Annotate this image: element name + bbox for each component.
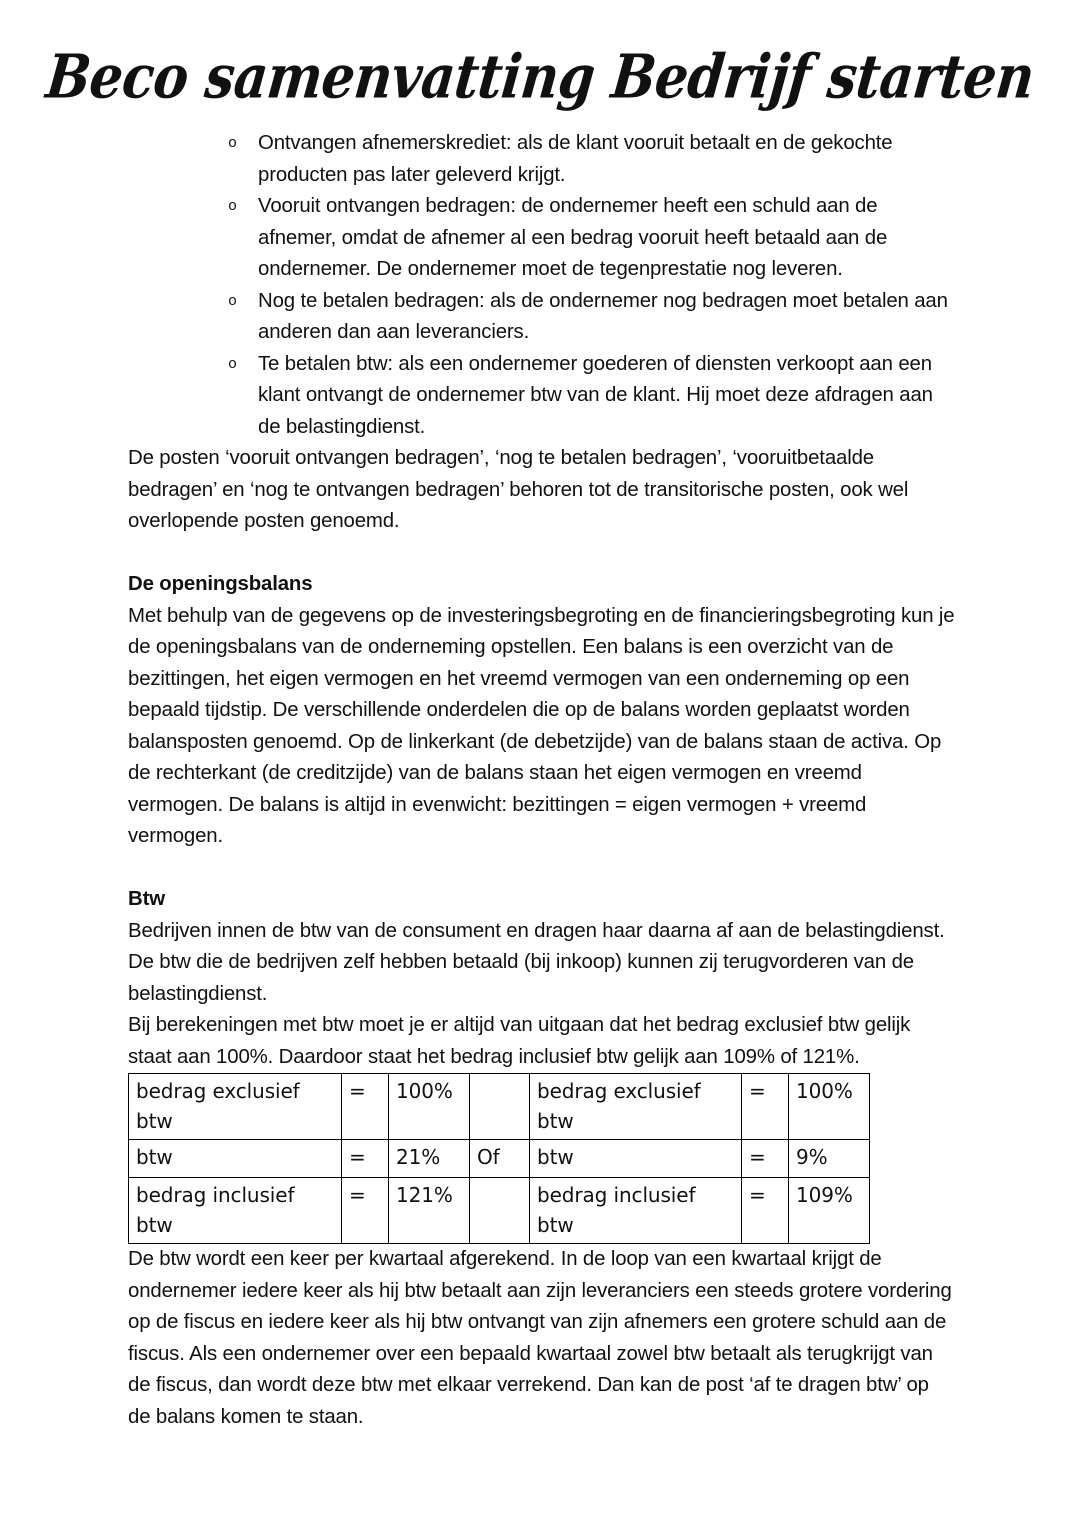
cell-value-left: 121% xyxy=(389,1178,470,1244)
list-item-text: Te betalen btw: als een ondernemer goederen of diensten verkoopt aan een klant ontvangt de ondernemer btw van de klant. Hij moet deze afdragen aan de belastingdienst. xyxy=(258,352,933,438)
cell-label-left: bedrag exclusief btw xyxy=(129,1074,342,1140)
cell-equals-right: = xyxy=(742,1140,789,1178)
page-title: Beco samenvatting Bedrijf starten xyxy=(42,42,1038,113)
table-row xyxy=(129,1140,870,1178)
cell-equals-left: = xyxy=(342,1178,389,1244)
cell-label-left: bedrag inclusief btw xyxy=(129,1178,342,1244)
heading-btw: Btw xyxy=(128,888,165,910)
bullet-marker-icon: o xyxy=(228,292,237,310)
table-row xyxy=(129,1178,870,1244)
paragraph-btw-berekeningen: Bij berekeningen met btw moet je er altijd van uitgaan dat het bedrag exclusief btw gelijk staat aan 100%. Daardoor staat het bedrag inclusief btw gelijk aan 109% of 121%. xyxy=(128,1014,911,1068)
cell-label-right: bedrag exclusief btw xyxy=(530,1074,742,1140)
paragraph-btw-intro: Bedrijven innen de btw van de consument en dragen haar daarna af aan de belastingdienst. De btw die de bedrijven zelf hebben betaald (bij inkoop) kunnen zij terugvorderen van de belastingdienst. xyxy=(128,919,945,1005)
list-item-text: Ontvangen afnemerskrediet: als de klant vooruit betaalt en de gekochte producten pas later geleverd krijgt. xyxy=(258,132,893,186)
cell-value-right: 100% xyxy=(789,1074,870,1140)
cell-equals-left: = xyxy=(342,1074,389,1140)
cell-equals-right: = xyxy=(742,1178,789,1244)
liabilities-bullet-list xyxy=(128,128,956,443)
list-item xyxy=(128,191,956,286)
list-item-text: Nog te betalen bedragen: als de ondernemer nog bedragen moet betalen aan anderen dan aan leveranciers. xyxy=(258,289,948,343)
btw-percentage-table-wrapper xyxy=(128,1073,853,1244)
table-row xyxy=(129,1074,870,1140)
cell-label-right: bedrag inclusief btw xyxy=(530,1178,742,1244)
bullet-marker-icon: o xyxy=(228,135,237,152)
list-item xyxy=(128,128,956,191)
cell-value-right: 109% xyxy=(789,1178,870,1244)
btw-percentage-table xyxy=(128,1073,870,1244)
bullet-marker-icon: o xyxy=(228,355,237,373)
list-item xyxy=(128,349,956,444)
document-body xyxy=(128,128,956,1433)
cell-connector xyxy=(470,1074,530,1140)
cell-equals-left: = xyxy=(342,1140,389,1178)
heading-openingsbalans: De openingsbalans xyxy=(128,573,313,595)
cell-connector xyxy=(470,1178,530,1244)
cell-value-right: 9% xyxy=(789,1140,870,1178)
paragraph-openingsbalans: Met behulp van de gegevens op de investeringsbegroting en de financieringsbegroting kun je de openingsbalans van de onderneming opstellen. Een balans is een overzicht van de bezittingen, het eigen vermogen en het vreemd vermogen van een onderneming op een bepaald tijdstip. De verschillende onderdelen die op de balans worden geplaatst worden balansposten genoemd. Op de linkerkant (de debetzijde) van de balans staan de activa. Op de rechterkant (de creditzijde) van de balans staan het eigen vermogen en vreemd vermogen. De balans is altijd in evenwicht: bezittingen = eigen vermogen + vreemd vermogen. xyxy=(128,604,955,847)
paragraph-spacer xyxy=(128,853,956,885)
list-item-text: Vooruit ontvangen bedragen: de ondernemer heeft een schuld aan de afnemer, omdat de afnemer al een bedrag vooruit heeft betaald aan de ondernemer. De ondernemer moet de tegenprestatie nog leveren. xyxy=(258,195,888,280)
list-item xyxy=(128,286,956,349)
cell-label-right: btw xyxy=(530,1140,742,1178)
cell-label-left: btw xyxy=(129,1140,342,1178)
cell-equals-right: = xyxy=(742,1074,789,1140)
cell-value-left: 100% xyxy=(389,1074,470,1140)
cell-value-left: 21% xyxy=(389,1140,470,1178)
paragraph-transitorische-posten: De posten ‘vooruit ontvangen bedragen’, ‘nog te betalen bedragen’, ‘vooruitbetaalde bedragen’ en ‘nog te ontvangen bedragen’ behoren tot de transitorische posten, ook wel overlopende posten genoemd. xyxy=(128,447,909,532)
bullet-marker-icon: o xyxy=(228,198,237,215)
cell-connector: Of xyxy=(470,1140,530,1178)
paragraph-spacer xyxy=(128,538,956,570)
paragraph-btw-kwartaal: De btw wordt een keer per kwartaal afgerekend. In de loop van een kwartaal krijgt de ondernemer iedere keer als hij btw betaalt aan zijn leveranciers een steeds grotere vordering op de fiscus en iedere keer als hij btw ontvangt van zijn afnemers een grotere schuld aan de fiscus. Als een ondernemer over een bepaald kwartaal zowel btw betaalt als terugkrijgt van de fiscus, dan wordt deze btw met elkaar verrekend. Dan kan de post ‘af te dragen btw’ op de balans komen te staan. xyxy=(128,1248,952,1428)
